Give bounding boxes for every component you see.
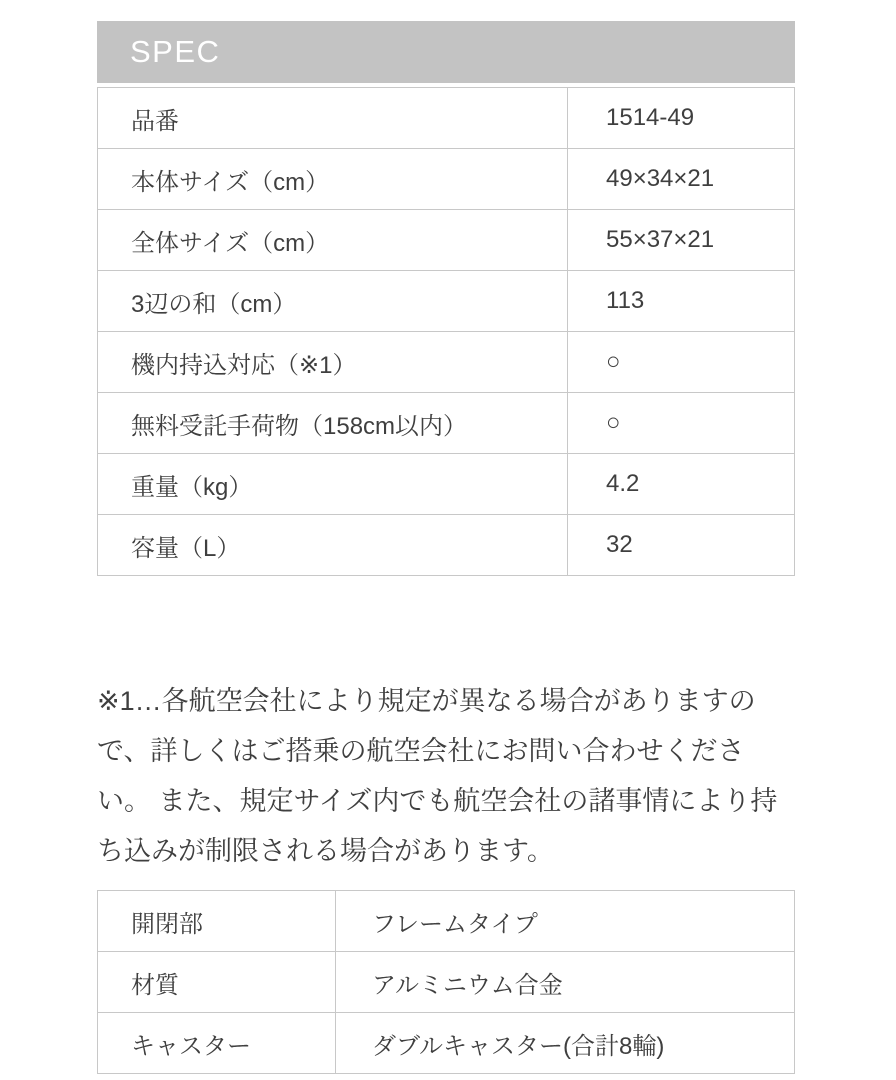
spec-row-label: 無料受託手荷物（158cm以内） (98, 393, 568, 454)
spec-row-value: 113 (568, 271, 795, 332)
spec-header-bar (97, 21, 795, 83)
spec-table (97, 87, 795, 576)
detail-table (97, 890, 795, 1074)
table-row (98, 332, 795, 393)
spec-row-label: 重量（kg） (98, 454, 568, 515)
spec-title: SPEC (130, 34, 221, 69)
table-row (98, 952, 795, 1013)
table-row (98, 454, 795, 515)
detail-row-label: 開閉部 (98, 891, 336, 952)
spec-content (97, 21, 795, 1074)
detail-row-label: キャスター (98, 1013, 336, 1074)
spec-row-value: 49×34×21 (568, 149, 795, 210)
spec-row-value: 4.2 (568, 454, 795, 515)
table-row (98, 210, 795, 271)
table-row (98, 88, 795, 149)
detail-row-value: フレームタイプ (336, 891, 795, 952)
table-row (98, 515, 795, 576)
footnote-line: い。 また、規定サイズ内でも航空会社の諸事情により持 (97, 786, 778, 816)
spec-row-value: ○ (568, 393, 795, 454)
table-row (98, 1013, 795, 1074)
spec-row-label: 機内持込対応（※1） (98, 332, 568, 393)
detail-row-value: ダブルキャスター(合計8輪) (336, 1013, 795, 1074)
detail-row-value: アルミニウム合金 (336, 952, 795, 1013)
footnote-line: ※1…各航空会社により規定が異なる場合がありますの (97, 686, 756, 716)
footnote-line: ち込みが制限される場合があります。 (97, 836, 554, 866)
spec-row-label: 3辺の和（cm） (98, 271, 568, 332)
spec-row-label: 品番 (98, 88, 568, 149)
table-row (98, 891, 795, 952)
table-row (98, 393, 795, 454)
spec-row-label: 本体サイズ（cm） (98, 149, 568, 210)
spec-row-value: ○ (568, 332, 795, 393)
carry-on-footnote (97, 676, 795, 876)
spec-row-value: 1514-49 (568, 88, 795, 149)
table-row (98, 149, 795, 210)
detail-row-label: 材質 (98, 952, 336, 1013)
spec-row-value: 55×37×21 (568, 210, 795, 271)
spec-section (97, 21, 795, 576)
spec-row-label: 全体サイズ（cm） (98, 210, 568, 271)
spec-row-value: 32 (568, 515, 795, 576)
table-row (98, 271, 795, 332)
spec-row-label: 容量（L） (98, 515, 568, 576)
footnote-line: で、詳しくはご搭乗の航空会社にお問い合わせくださ (97, 736, 745, 766)
